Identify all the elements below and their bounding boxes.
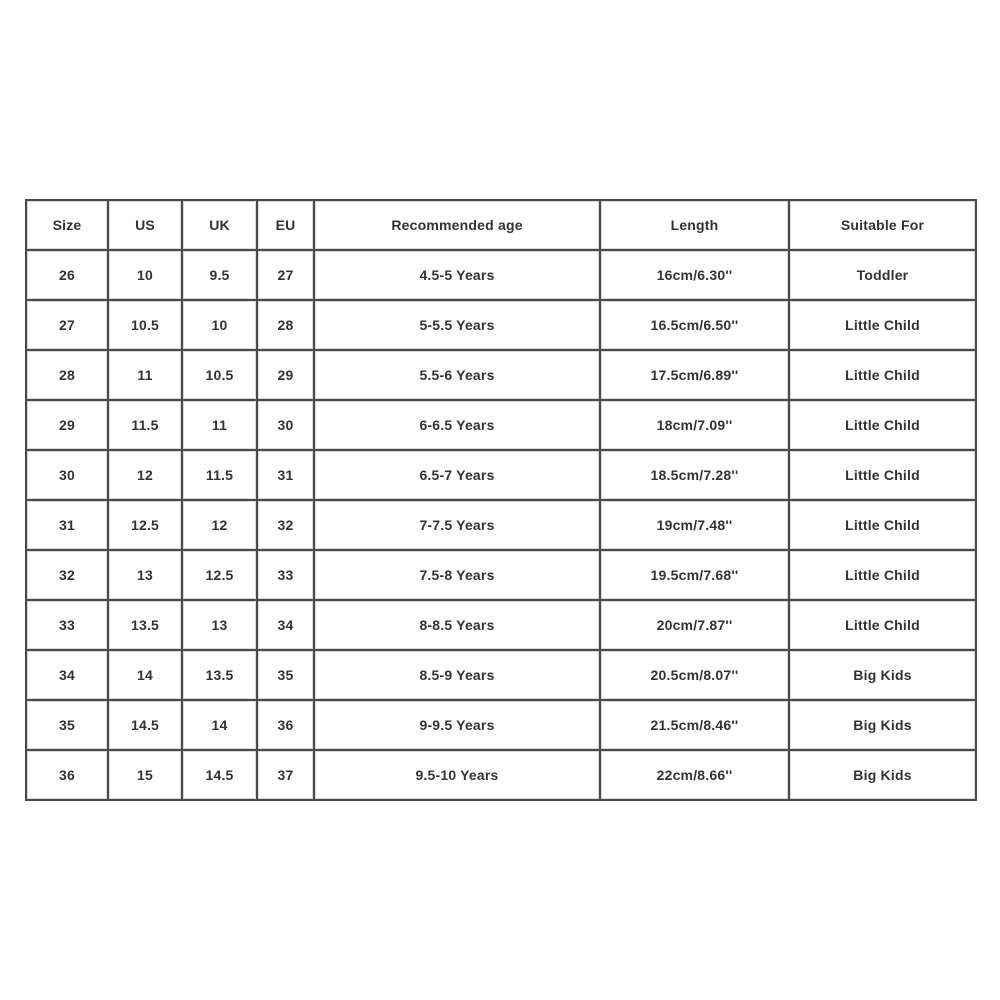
table-row [27, 601, 977, 651]
header-recommended-age: Recommended age [315, 201, 601, 251]
cell-us: 14 [109, 651, 183, 701]
table-row [27, 751, 977, 801]
cell-suitable-for: Little Child [790, 301, 977, 351]
cell-eu: 34 [258, 601, 315, 651]
cell-eu: 29 [258, 351, 315, 401]
cell-us: 10.5 [109, 301, 183, 351]
cell-suitable-for: Little Child [790, 451, 977, 501]
cell-uk: 10.5 [183, 351, 258, 401]
header-eu: EU [258, 201, 315, 251]
cell-us: 12 [109, 451, 183, 501]
table-row [27, 651, 977, 701]
cell-length: 18.5cm/7.28'' [601, 451, 790, 501]
header-row [27, 201, 977, 251]
cell-size: 29 [27, 401, 109, 451]
cell-uk: 13 [183, 601, 258, 651]
table-row [27, 251, 977, 301]
cell-uk: 14 [183, 701, 258, 751]
cell-eu: 37 [258, 751, 315, 801]
cell-eu: 36 [258, 701, 315, 751]
cell-recommended-age: 7-7.5 Years [315, 501, 601, 551]
cell-us: 10 [109, 251, 183, 301]
cell-suitable-for: Little Child [790, 351, 977, 401]
cell-uk: 12 [183, 501, 258, 551]
table-row [27, 301, 977, 351]
cell-length: 21.5cm/8.46'' [601, 701, 790, 751]
cell-suitable-for: Toddler [790, 251, 977, 301]
header-length: Length [601, 201, 790, 251]
header-uk: UK [183, 201, 258, 251]
table-row [27, 351, 977, 401]
cell-length: 20.5cm/8.07'' [601, 651, 790, 701]
cell-suitable-for: Big Kids [790, 701, 977, 751]
cell-eu: 33 [258, 551, 315, 601]
header-suitable-for: Suitable For [790, 201, 977, 251]
cell-length: 16.5cm/6.50'' [601, 301, 790, 351]
cell-size: 27 [27, 301, 109, 351]
cell-eu: 27 [258, 251, 315, 301]
cell-suitable-for: Little Child [790, 401, 977, 451]
cell-size: 36 [27, 751, 109, 801]
cell-size: 26 [27, 251, 109, 301]
cell-us: 12.5 [109, 501, 183, 551]
cell-length: 19cm/7.48'' [601, 501, 790, 551]
cell-recommended-age: 4.5-5 Years [315, 251, 601, 301]
cell-eu: 28 [258, 301, 315, 351]
cell-size: 32 [27, 551, 109, 601]
table-row [27, 451, 977, 501]
cell-eu: 32 [258, 501, 315, 551]
cell-uk: 11.5 [183, 451, 258, 501]
cell-us: 11 [109, 351, 183, 401]
cell-eu: 35 [258, 651, 315, 701]
cell-size: 33 [27, 601, 109, 651]
cell-eu: 30 [258, 401, 315, 451]
cell-length: 16cm/6.30'' [601, 251, 790, 301]
cell-size: 28 [27, 351, 109, 401]
cell-uk: 11 [183, 401, 258, 451]
cell-length: 22cm/8.66'' [601, 751, 790, 801]
size-chart-table [25, 199, 977, 801]
cell-us: 13.5 [109, 601, 183, 651]
cell-uk: 9.5 [183, 251, 258, 301]
cell-length: 18cm/7.09'' [601, 401, 790, 451]
table-row [27, 701, 977, 751]
cell-us: 15 [109, 751, 183, 801]
cell-uk: 13.5 [183, 651, 258, 701]
cell-uk: 10 [183, 301, 258, 351]
cell-suitable-for: Little Child [790, 501, 977, 551]
cell-length: 17.5cm/6.89'' [601, 351, 790, 401]
cell-recommended-age: 9-9.5 Years [315, 701, 601, 751]
cell-size: 35 [27, 701, 109, 751]
cell-suitable-for: Big Kids [790, 651, 977, 701]
cell-suitable-for: Little Child [790, 601, 977, 651]
cell-length: 19.5cm/7.68'' [601, 551, 790, 601]
cell-size: 31 [27, 501, 109, 551]
cell-uk: 14.5 [183, 751, 258, 801]
cell-size: 30 [27, 451, 109, 501]
table-row [27, 501, 977, 551]
cell-recommended-age: 6-6.5 Years [315, 401, 601, 451]
cell-us: 14.5 [109, 701, 183, 751]
cell-recommended-age: 8-8.5 Years [315, 601, 601, 651]
cell-us: 13 [109, 551, 183, 601]
cell-eu: 31 [258, 451, 315, 501]
cell-us: 11.5 [109, 401, 183, 451]
table-row [27, 551, 977, 601]
cell-recommended-age: 7.5-8 Years [315, 551, 601, 601]
cell-size: 34 [27, 651, 109, 701]
header-size: Size [27, 201, 109, 251]
cell-suitable-for: Big Kids [790, 751, 977, 801]
cell-recommended-age: 5-5.5 Years [315, 301, 601, 351]
header-us: US [109, 201, 183, 251]
cell-recommended-age: 9.5-10 Years [315, 751, 601, 801]
cell-length: 20cm/7.87'' [601, 601, 790, 651]
cell-suitable-for: Little Child [790, 551, 977, 601]
cell-recommended-age: 8.5-9 Years [315, 651, 601, 701]
cell-recommended-age: 6.5-7 Years [315, 451, 601, 501]
cell-uk: 12.5 [183, 551, 258, 601]
cell-recommended-age: 5.5-6 Years [315, 351, 601, 401]
table-row [27, 401, 977, 451]
